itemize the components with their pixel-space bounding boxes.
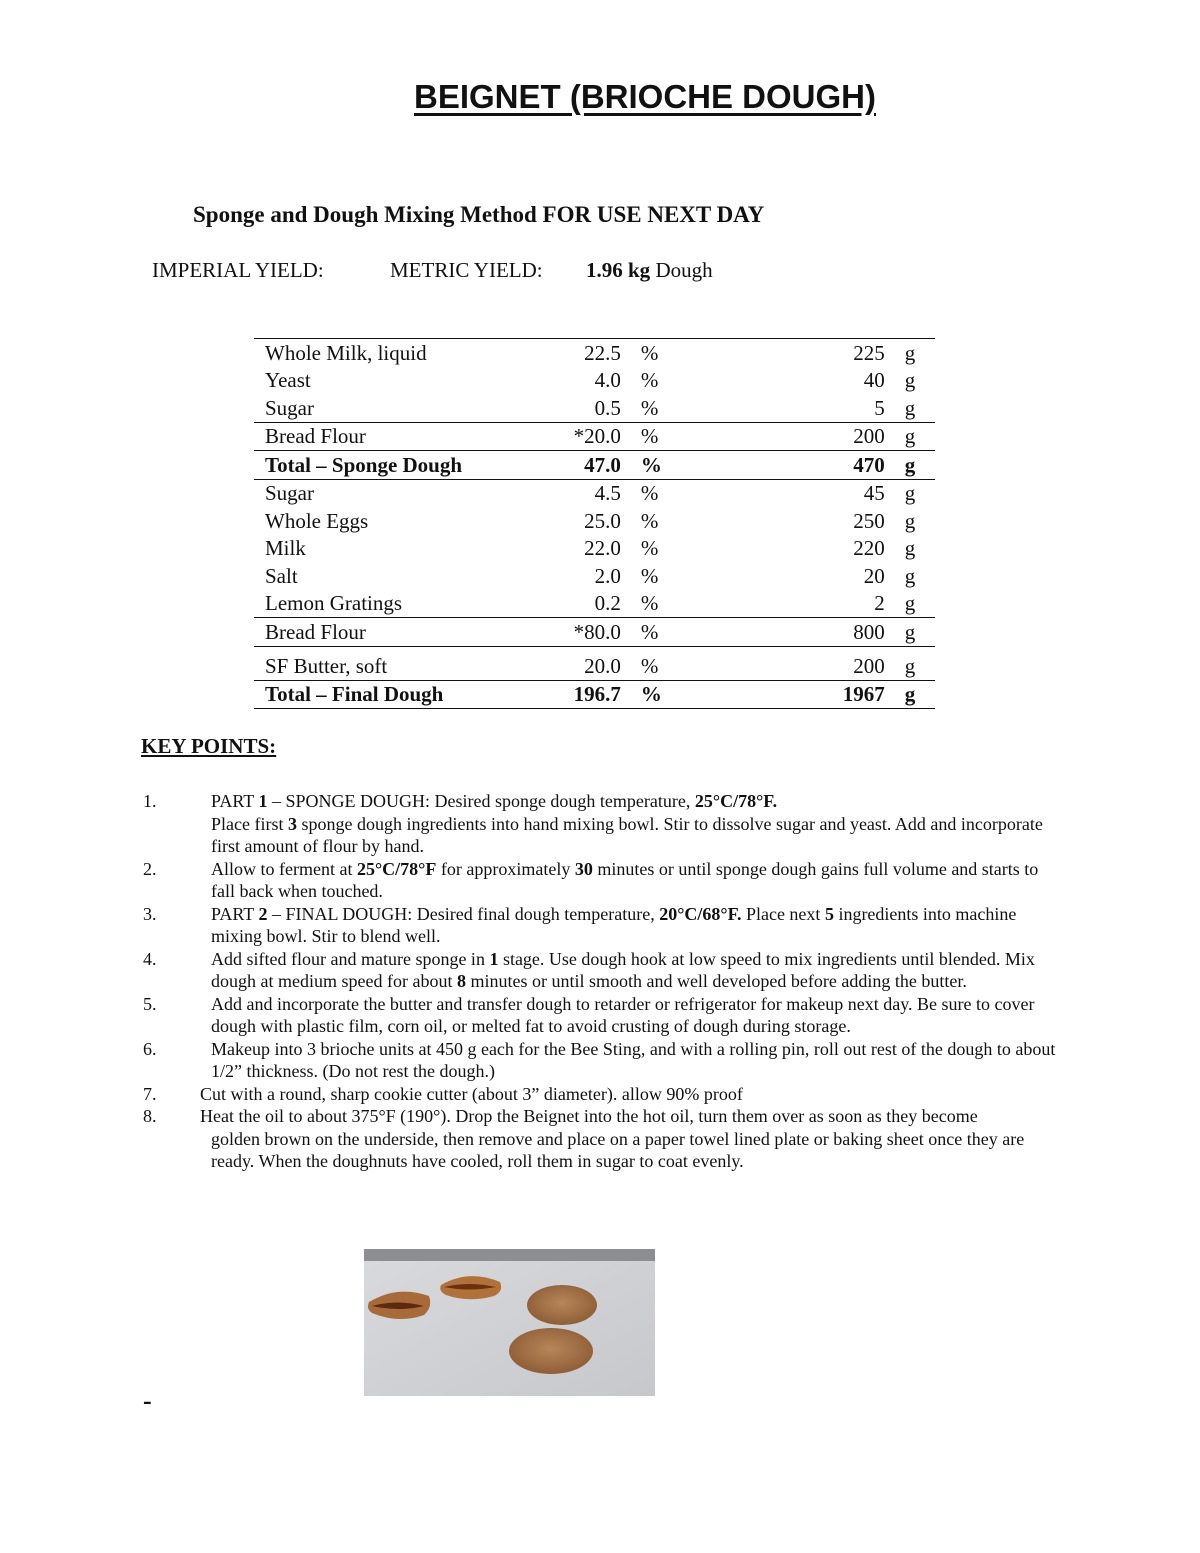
gram-unit: g [904, 591, 916, 615]
gram-amount: 2 [874, 591, 885, 615]
key-point-text [211, 790, 1061, 858]
key-point-text [211, 993, 1061, 1038]
percent-symbol: % [640, 563, 659, 588]
gram-amount: 200 [707, 422, 885, 451]
yield-line [152, 258, 713, 283]
percent-symbol: % [621, 618, 707, 647]
gram-unit: g [885, 479, 935, 507]
gram-amount: 40 [863, 368, 885, 392]
ingredient-row [254, 479, 935, 507]
key-point-continuation: golden brown on the underside, then remove and place on a paper towel lined plate or baking sheet once they are ready. When the doughnuts have cooled, roll them in sugar to coat evenly. [211, 1128, 1025, 1171]
baker-percent: 4.0 [594, 368, 621, 392]
key-point-emphasis: 20°C/68°F. [659, 903, 742, 924]
key-point-text-segment: Add sifted flour and mature sponge in [211, 948, 490, 969]
key-point-text-segment: for approximately [436, 858, 575, 879]
ingredient-name: Milk [265, 536, 306, 560]
baker-percent: 2.0 [594, 563, 621, 588]
percent-symbol: % [621, 451, 707, 480]
percent-symbol: % [640, 395, 659, 420]
ingredient-row [254, 535, 935, 563]
ingredient-row [254, 562, 935, 590]
ingredient-name: Lemon Gratings [265, 591, 403, 615]
gram-amount: 220 [853, 536, 885, 560]
percent-symbol: % [621, 422, 707, 451]
key-point-text-segment: sponge dough ingredients into hand mixing bowl. Stir to dissolve sugar and yeast. Add and incorporate first amount of flour by hand. [211, 813, 1043, 856]
key-point-emphasis: 3 [287, 813, 297, 834]
key-point-item [0, 790, 1200, 858]
gram-unit: g [885, 646, 935, 680]
gram-unit: g [885, 680, 935, 709]
key-point-text [211, 858, 1061, 903]
key-point-number: 6. [143, 1038, 157, 1059]
ingredient-name: Bread Flour [254, 422, 539, 451]
metric-yield-label: METRIC YIELD: [390, 258, 543, 282]
percent-symbol: % [640, 368, 659, 392]
key-point-emphasis: 5 [824, 903, 834, 924]
key-point-text [211, 903, 1061, 948]
key-point-first-line: Heat the oil to about 375°F (190°). Drop the Beignet into the hot oil, turn them over as soon as they become [200, 1106, 978, 1126]
baker-percent: 20.0 [539, 646, 621, 680]
percent-symbol: % [640, 591, 659, 615]
key-point-emphasis: 1 [489, 948, 499, 969]
baker-percent: *80.0 [539, 618, 621, 647]
key-point-emphasis: 8 [456, 971, 466, 991]
key-point-item [0, 903, 1200, 948]
key-point-item [0, 948, 1200, 993]
key-point-text [211, 1038, 1061, 1083]
key-point-text-segment: minutes or until sponge dough gains full volume and starts to fall back when touched. [211, 858, 1039, 901]
key-point-number: 4. [143, 948, 157, 969]
ingredient-row [254, 646, 935, 680]
percent-symbol: % [621, 339, 707, 367]
gram-unit: g [904, 536, 916, 560]
ingredient-name: Total – Final Dough [254, 680, 539, 709]
ingredient-name: Sugar [265, 395, 314, 420]
imperial-yield-label: IMPERIAL YIELD: [152, 258, 324, 282]
gram-unit: g [904, 563, 916, 588]
ingredient-row [254, 339, 935, 367]
beignet-photo [364, 1249, 655, 1396]
ingredient-name: Total – Sponge Dough [254, 451, 539, 480]
key-point-text-segment: stage. Use dough hook at low speed to mix ingredients until blended. Mix dough at medium speed for about [211, 948, 1035, 991]
percent-symbol: % [621, 646, 707, 680]
ingredient-name: Bread Flour [254, 618, 539, 647]
key-point-emphasis: 25°C/78°F. [694, 791, 778, 811]
gram-amount: 200 [707, 646, 885, 680]
ingredients-table [254, 338, 935, 709]
ingredient-name: Yeast [265, 368, 311, 392]
document-title: BEIGNET (BRIOCHE DOUGH) [414, 78, 876, 115]
key-point-text-segment: Cut with a round, sharp cookie cutter (about 3” diameter). allow 90% proof [200, 1083, 743, 1104]
key-point-text-segment: Add and incorporate the butter and transfer dough to retarder or refrigerator for makeup next day. Be sure to cover dough with plastic film, corn oil, or melted fat to avoid crusting of dough during storage. [211, 993, 1035, 1036]
key-point-emphasis: 30 [574, 858, 593, 879]
key-point-item [0, 1038, 1200, 1083]
baker-percent: *20.0 [539, 422, 621, 451]
metric-yield-unit: Dough [655, 258, 713, 282]
gram-amount: 5 [874, 395, 885, 420]
key-point-text-segment: Place next [741, 903, 825, 924]
key-point-text-segment: Allow to ferment at [211, 858, 357, 879]
gram-amount: 45 [707, 479, 885, 507]
gram-amount: 20 [863, 563, 885, 588]
percent-symbol: % [621, 680, 707, 709]
gram-unit: g [885, 339, 935, 367]
key-point-item [0, 1105, 1200, 1173]
gram-unit: g [885, 422, 935, 451]
percent-symbol: % [640, 536, 659, 560]
key-point-text [200, 1083, 1050, 1106]
gram-amount: 1967 [707, 680, 885, 709]
key-point-number: 8. [143, 1106, 157, 1126]
ingredient-row [254, 367, 935, 395]
gram-amount: 470 [707, 451, 885, 480]
metric-yield-value [586, 258, 713, 283]
baker-percent: 0.5 [594, 395, 621, 420]
ingredient-name: Whole Eggs [265, 508, 369, 533]
baker-percent: 4.5 [539, 479, 621, 507]
percent-symbol: % [621, 479, 707, 507]
ingredient-row [254, 618, 935, 647]
ingredient-row [254, 451, 935, 480]
gram-unit: g [885, 618, 935, 647]
ingredient-row [254, 590, 935, 618]
gram-unit: g [904, 508, 916, 533]
baker-percent: 47.0 [539, 451, 621, 480]
key-point-text [200, 1105, 1050, 1173]
key-point-emphasis: 1 [258, 791, 268, 811]
key-point-text [211, 948, 1061, 993]
key-point-number: 5. [143, 993, 157, 1014]
key-point-emphasis: 2 [258, 903, 268, 924]
ingredient-name: Whole Milk, liquid [254, 339, 539, 367]
key-point-number: 1. [143, 791, 157, 811]
key-point-item [0, 993, 1200, 1038]
ingredient-row [254, 394, 935, 422]
ingredient-name: Salt [265, 563, 298, 588]
gram-unit: g [904, 395, 916, 420]
ingredient-name: Sugar [254, 479, 539, 507]
key-point-number: 2. [143, 858, 157, 879]
key-point-item [0, 858, 1200, 903]
key-point-number: 7. [143, 1083, 157, 1104]
key-point-text-segment: PART [211, 791, 259, 811]
key-point-text-segment: Makeup into 3 brioche units at 450 g each for the Bee Sting, and with a rolling pin, roll out rest of the dough to about 1/2” thickness. (Do not rest the dough.) [211, 1038, 1056, 1081]
key-point-text-segment: PART [211, 903, 259, 924]
key-point-text-segment: – SPONGE DOUGH: Desired sponge dough temperature, [267, 791, 695, 811]
key-points-list [0, 790, 1200, 1173]
baker-percent: 196.7 [539, 680, 621, 709]
ingredient-row [254, 422, 935, 451]
gram-unit: g [885, 451, 935, 480]
key-point-item [0, 1083, 1200, 1106]
baker-percent: 25.0 [584, 508, 621, 533]
key-point-text-segment: Place first [211, 813, 288, 834]
gram-amount: 800 [707, 618, 885, 647]
method-subtitle: Sponge and Dough Mixing Method FOR USE NEXT DAY [193, 202, 765, 227]
baker-percent: 0.2 [594, 591, 621, 615]
percent-symbol: % [640, 508, 659, 533]
key-point-text-segment: minutes or until smooth and well developed before adding the butter. [465, 971, 967, 991]
ingredient-name: SF Butter, soft [254, 646, 539, 680]
gram-unit: g [904, 368, 916, 392]
key-point-emphasis: 25°C/78°F [356, 858, 437, 879]
metric-yield-amount: 1.96 kg [586, 258, 651, 282]
key-point-text-segment: ingredients into machine mixing bowl. Stir to blend well. [211, 903, 1017, 946]
gram-amount: 250 [853, 508, 885, 533]
baker-percent: 22.5 [539, 339, 621, 367]
gram-amount: 225 [707, 339, 885, 367]
baker-percent: 22.0 [584, 536, 621, 560]
trailing-dash: - [143, 1386, 152, 1415]
ingredient-row [254, 680, 935, 709]
key-point-number: 3. [143, 903, 157, 924]
ingredient-row [254, 507, 935, 535]
key-point-text-segment: – FINAL DOUGH: Desired final dough temperature, [267, 903, 660, 924]
key-points-heading: KEY POINTS: [141, 734, 277, 758]
